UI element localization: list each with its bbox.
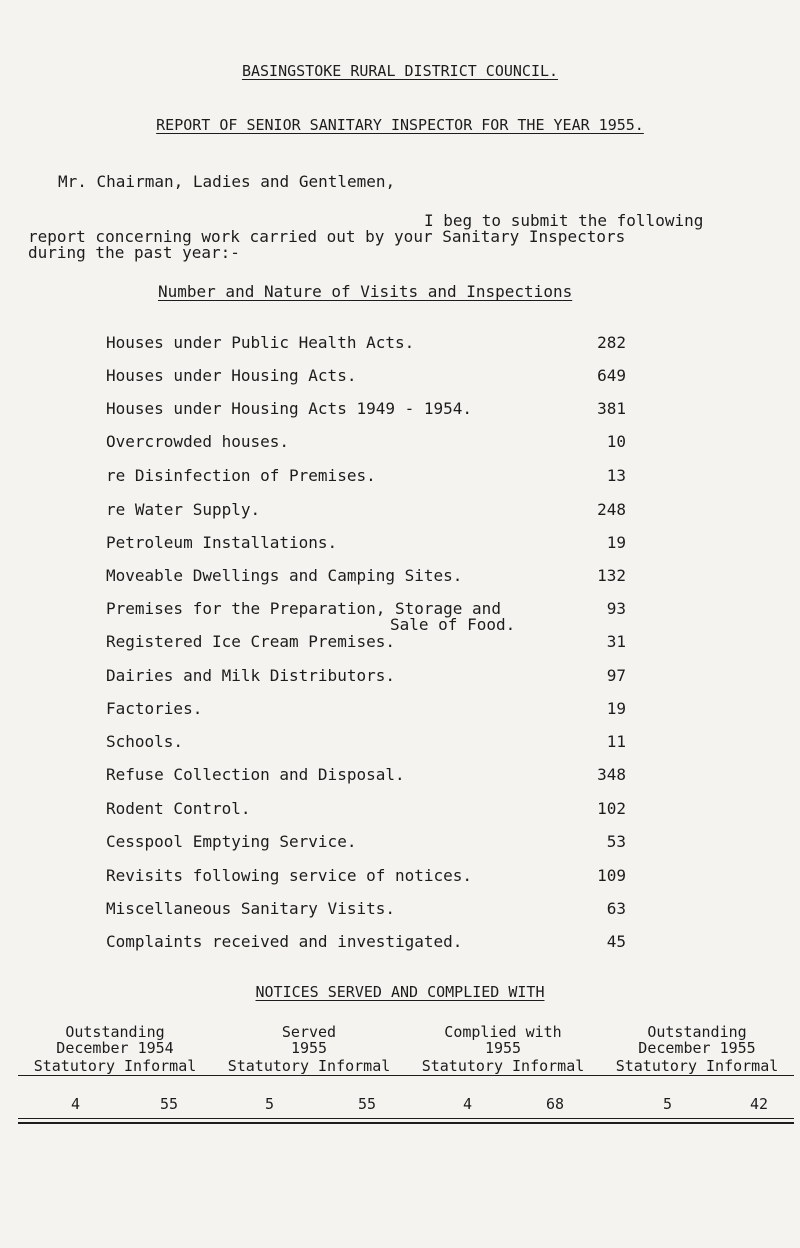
- visit-label: Moveable Dwellings and Camping Sites.: [106, 566, 463, 585]
- table-header-rule: [18, 1075, 794, 1076]
- intro-line-2: report concerning work carried out by your Sanitary Inspectors: [28, 227, 626, 246]
- visit-label: Houses under Public Health Acts.: [106, 333, 415, 352]
- visit-value: 109: [597, 866, 626, 885]
- group-header-line1: Served: [281, 1023, 337, 1041]
- visit-label: re Water Supply.: [106, 500, 261, 519]
- subheader-statutory-informal: Statutory Informal: [33, 1057, 197, 1075]
- visit-value: 10: [606, 432, 626, 451]
- group-header-line2: 1955: [290, 1039, 328, 1057]
- intro-line-1: I beg to submit the following: [424, 211, 704, 230]
- salutation: Mr. Chairman, Ladies and Gentlemen,: [58, 172, 396, 191]
- group-header-line2: December 1955: [638, 1039, 756, 1057]
- visit-value: 13: [606, 466, 626, 485]
- visit-label: Complaints received and investigated.: [106, 932, 463, 951]
- visit-label: Refuse Collection and Disposal.: [106, 765, 405, 784]
- visit-label: Schools.: [106, 732, 184, 751]
- visit-value: 348: [597, 765, 626, 784]
- report-title: REPORT OF SENIOR SANITARY INSPECTOR FOR THE YEAR 1955.: [156, 116, 644, 134]
- visit-label: Miscellaneous Sanitary Visits.: [106, 899, 395, 918]
- subheader-statutory-informal: Statutory Informal: [227, 1057, 391, 1075]
- group-header-line1: Complied with: [444, 1023, 562, 1041]
- notices-heading: NOTICES SERVED AND COMPLIED WITH: [255, 983, 545, 1001]
- group-header-line2: December 1954: [56, 1039, 174, 1057]
- visit-value: 11: [606, 732, 626, 751]
- visit-value: 102: [597, 799, 626, 818]
- subheader-statutory-informal: Statutory Informal: [615, 1057, 779, 1075]
- visit-label: Overcrowded houses.: [106, 432, 290, 451]
- visit-value: 93: [606, 599, 626, 618]
- visit-value: 63: [606, 899, 626, 918]
- visit-value: 282: [597, 333, 626, 352]
- intro-paragraph: [0, 211, 800, 283]
- group-header-line2: 1955: [484, 1039, 522, 1057]
- visit-value: 19: [606, 699, 626, 718]
- visit-value: 649: [597, 366, 626, 385]
- subheader-statutory-informal: Statutory Informal: [421, 1057, 585, 1075]
- value-cell: 55: [357, 1095, 376, 1113]
- visit-value: 31: [606, 632, 626, 651]
- visit-label: Premises for the Preparation, Storage and: [106, 599, 501, 618]
- value-cell: 42: [749, 1095, 768, 1113]
- visit-label: Rodent Control.: [106, 799, 251, 818]
- visit-value: 132: [597, 566, 626, 585]
- group-header-line1: Outstanding: [647, 1023, 747, 1041]
- group-header-line1: Outstanding: [65, 1023, 165, 1041]
- visit-value: 248: [597, 500, 626, 519]
- visit-label: Houses under Housing Acts.: [106, 366, 357, 385]
- visits-heading: Number and Nature of Visits and Inspections: [158, 282, 573, 301]
- visit-label: Dairies and Milk Distributors.: [106, 666, 395, 685]
- value-cell: 5: [264, 1095, 274, 1113]
- visit-label: Petroleum Installations.: [106, 533, 338, 552]
- visit-label: Factories.: [106, 699, 203, 718]
- council-title: BASINGSTOKE RURAL DISTRICT COUNCIL.: [241, 62, 559, 80]
- value-cell: 5: [662, 1095, 672, 1113]
- visit-value: 53: [606, 832, 626, 851]
- visit-label: Revisits following service of notices.: [106, 866, 473, 885]
- intro-line-3: during the past year:-: [28, 243, 240, 262]
- visit-value: 45: [606, 932, 626, 951]
- value-cell: 4: [70, 1095, 80, 1113]
- visit-label-continued: Sale of Food.: [390, 615, 516, 634]
- visit-value: 381: [597, 399, 626, 418]
- visit-label: Houses under Housing Acts 1949 - 1954.: [106, 399, 473, 418]
- table-bottom-rule-2: [18, 1122, 794, 1124]
- visit-label: re Disinfection of Premises.: [106, 466, 376, 485]
- visit-label: Cesspool Emptying Service.: [106, 832, 357, 851]
- table-bottom-rule-1: [18, 1118, 794, 1119]
- visit-label: Registered Ice Cream Premises.: [106, 632, 395, 651]
- value-cell: 55: [159, 1095, 178, 1113]
- value-cell: 68: [545, 1095, 564, 1113]
- visit-value: 19: [606, 533, 626, 552]
- visit-value: 97: [606, 666, 626, 685]
- value-cell: 4: [462, 1095, 472, 1113]
